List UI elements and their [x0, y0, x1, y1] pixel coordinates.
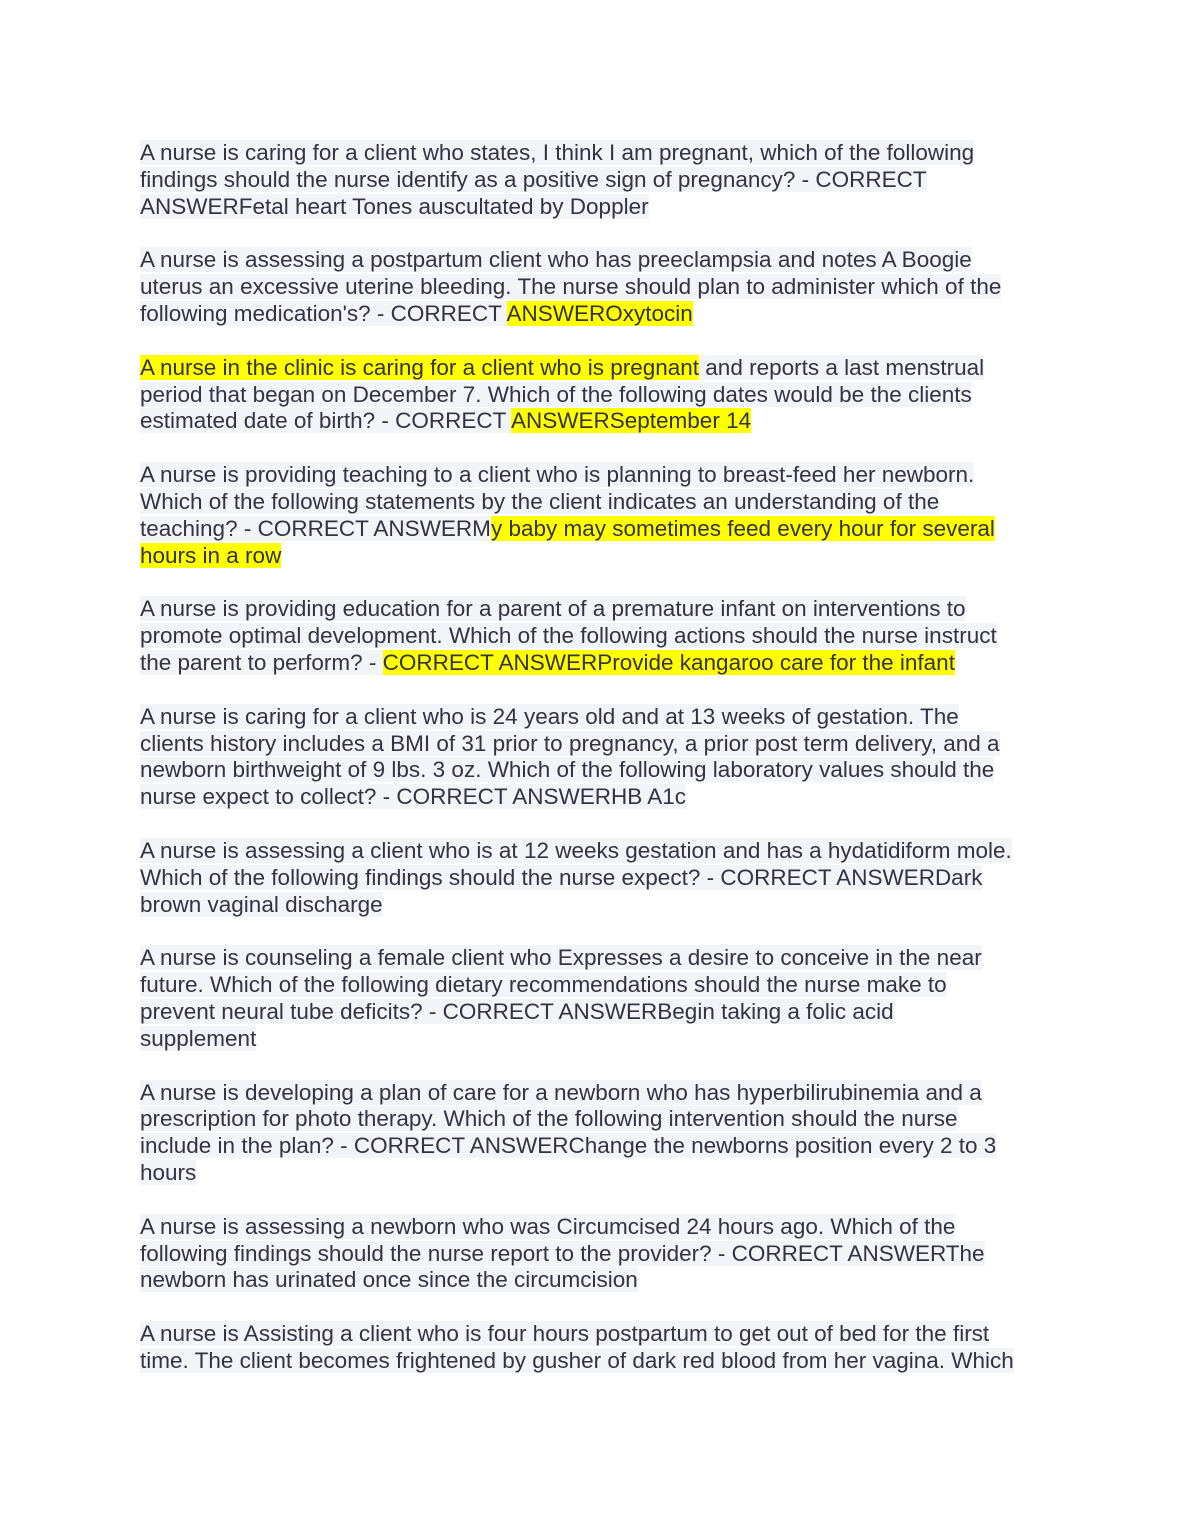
text-segment: future. Which of the following dietary recommendations should the nurse make to	[140, 972, 947, 998]
text-line	[140, 865, 1060, 892]
qa-paragraph	[140, 1080, 1060, 1187]
text-line	[140, 1267, 1060, 1294]
text-segment: supplement	[140, 1025, 257, 1051]
qa-paragraph	[140, 355, 1060, 435]
text-line	[140, 382, 1060, 409]
text-segment: newborn birthweight of 9 lbs. 3 oz. Which of the following laboratory values should the	[140, 757, 995, 783]
text-line	[140, 489, 1060, 516]
text-line	[140, 1214, 1060, 1241]
text-line	[140, 945, 1060, 972]
text-segment: A nurse is providing education for a parent of a premature infant on interventions to	[140, 596, 966, 622]
text-segment: A nurse is caring for a client who is 24 years old and at 13 weeks of gestation. The	[140, 703, 959, 729]
text-line	[140, 596, 1060, 623]
text-segment: estimated date of birth? - CORRECT	[140, 408, 511, 434]
qa-paragraph	[140, 247, 1060, 327]
text-line	[140, 704, 1060, 731]
text-line	[140, 838, 1060, 865]
qa-paragraph	[140, 462, 1060, 569]
text-line	[140, 1160, 1060, 1187]
text-segment: uterus an excessive uterine bleeding. The nurse should plan to administer which of the	[140, 274, 1002, 300]
qa-paragraph	[140, 1214, 1060, 1294]
text-segment: ANSWERFetal heart Tones auscultated by Doppler	[140, 193, 649, 219]
text-line	[140, 892, 1060, 919]
text-line	[140, 1348, 1060, 1375]
highlighted-text: ANSWEROxytocin	[506, 300, 693, 326]
text-line	[140, 247, 1060, 274]
text-line	[140, 623, 1060, 650]
text-line	[140, 140, 1060, 167]
text-line	[140, 972, 1060, 999]
text-segment: time. The client becomes frightened by gusher of dark red blood from her vagina. Which	[140, 1347, 1014, 1373]
text-segment: period that began on December 7. Which of the following dates would be the clients	[140, 381, 972, 407]
text-segment: A nurse is Assisting a client who is four hours postpartum to get out of bed for the first	[140, 1321, 990, 1347]
text-line	[140, 1080, 1060, 1107]
text-line	[140, 1321, 1060, 1348]
text-segment: nurse expect to collect? - CORRECT ANSWERHB A1c	[140, 784, 687, 810]
text-segment: hours	[140, 1159, 197, 1185]
qa-paragraph	[140, 945, 1060, 1052]
qa-paragraph	[140, 596, 1060, 676]
text-line	[140, 999, 1060, 1026]
qa-paragraph	[140, 838, 1060, 918]
text-segment: A nurse is developing a plan of care for a newborn who has hyperbilirubinemia and a	[140, 1079, 982, 1105]
text-line	[140, 408, 1060, 435]
text-segment: newborn has urinated once since the circumcision	[140, 1267, 638, 1293]
highlighted-text: CORRECT ANSWERProvide kangaroo care for the infant	[382, 649, 955, 675]
text-segment: A nurse is counseling a female client who Expresses a desire to conceive in the near	[140, 945, 982, 971]
qa-paragraph	[140, 140, 1060, 220]
highlighted-text: A nurse in the clinic is caring for a client who is pregnant	[140, 354, 700, 380]
highlighted-text: y baby may sometimes feed every hour for several	[490, 515, 995, 541]
text-segment: teaching? - CORRECT ANSWERM	[140, 515, 491, 541]
text-line	[140, 1026, 1060, 1053]
text-line	[140, 462, 1060, 489]
text-line	[140, 355, 1060, 382]
text-segment: A nurse is caring for a client who states, I think I am pregnant, which of the following	[140, 140, 975, 165]
text-segment: A nurse is assessing a newborn who was Circumcised 24 hours ago. Which of the	[140, 1213, 956, 1239]
highlighted-text: hours in a row	[140, 542, 282, 568]
text-segment: A nurse is assessing a client who is at 12 weeks gestation and has a hydatidiform mole.	[140, 837, 1012, 863]
text-line	[140, 301, 1060, 328]
text-segment: Which of the following statements by the client indicates an understanding of the	[140, 488, 940, 514]
text-line	[140, 194, 1060, 221]
text-line	[140, 516, 1060, 543]
text-segment: following medication's? - CORRECT	[140, 300, 507, 326]
highlighted-text: ANSWERSeptember 14	[511, 408, 752, 434]
text-segment: A nurse is assessing a postpartum client who has preeclampsia and notes A Boogie	[140, 247, 972, 273]
text-segment: A nurse is providing teaching to a client who is planning to breast-feed her newborn.	[140, 462, 975, 488]
text-segment: brown vaginal discharge	[140, 891, 383, 917]
text-segment: following findings should the nurse report to the provider? - CORRECT ANSWERThe	[140, 1240, 985, 1266]
text-line	[140, 757, 1060, 784]
text-line	[140, 1106, 1060, 1133]
text-line	[140, 1241, 1060, 1268]
text-line	[140, 784, 1060, 811]
text-segment: and reports a last menstrual	[699, 354, 985, 380]
text-segment: findings should the nurse identify as a positive sign of pregnancy? - CORRECT	[140, 166, 927, 192]
text-segment: prevent neural tube deficits? - CORRECT ANSWERBegin taking a folic acid	[140, 998, 894, 1024]
qa-paragraph	[140, 1321, 1060, 1375]
text-segment: promote optimal development. Which of the following actions should the nurse instruct	[140, 623, 997, 649]
text-line	[140, 731, 1060, 758]
text-segment: include in the plan? - CORRECT ANSWERChange the newborns position every 2 to 3	[140, 1133, 997, 1159]
document-page	[140, 140, 1060, 1402]
text-line	[140, 274, 1060, 301]
text-line	[140, 650, 1060, 677]
text-segment: Which of the following findings should the nurse expect? - CORRECT ANSWERDark	[140, 864, 983, 890]
text-line	[140, 167, 1060, 194]
text-line	[140, 543, 1060, 570]
text-segment: prescription for photo therapy. Which of the following intervention should the nurse	[140, 1106, 958, 1132]
text-segment: the parent to perform? -	[140, 649, 383, 675]
text-segment: clients history includes a BMI of 31 prior to pregnancy, a prior post term delivery, and a	[140, 730, 1000, 756]
text-line	[140, 1133, 1060, 1160]
qa-paragraph	[140, 704, 1060, 811]
